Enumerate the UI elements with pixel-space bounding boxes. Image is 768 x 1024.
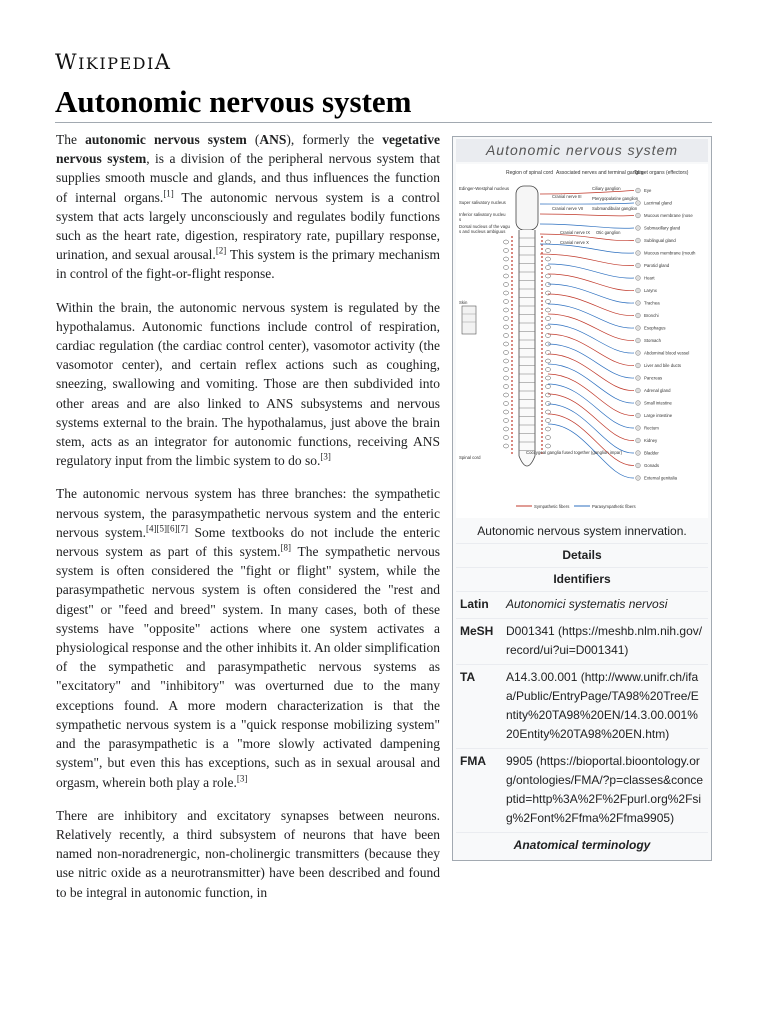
nerve-fiber: [540, 214, 634, 216]
spinal-cord: [512, 186, 542, 466]
organ-label: Mucous membrane (mouth: [644, 250, 696, 256]
organ-icon: [636, 401, 641, 406]
chain-ganglion-right: [545, 376, 550, 380]
chain-ganglion-right: [545, 359, 550, 363]
legend-sympathetic: Sympathetic fibers: [534, 504, 570, 509]
ta-label: TA: [460, 670, 476, 684]
organ-label: Bladder: [644, 450, 659, 456]
left-label-cont: s and nucleus ambiguus: [459, 229, 506, 234]
organ-label: Stomach: [644, 338, 661, 343]
infobox-row-latin: [456, 591, 708, 618]
logo-first-letter: W: [55, 50, 79, 74]
nerve-fiber: [540, 224, 634, 228]
nerve-fiber: [548, 284, 634, 303]
organ-label: Gonads: [644, 463, 660, 468]
chain-ganglion-left: [503, 359, 508, 363]
chain-ganglion-left: [503, 385, 508, 389]
organ-icon: [636, 201, 641, 206]
nerve-fiber: [540, 203, 634, 204]
organ-label: Bronchi: [644, 313, 659, 318]
reference-3[interactable]: [3]: [320, 451, 331, 462]
organ-label: External genitalia: [644, 475, 677, 481]
nerve-fiber: [548, 264, 634, 278]
page-title: Autonomic nervous system: [55, 84, 712, 123]
fma-label: FMA: [460, 754, 486, 768]
infobox-row-ta: [456, 664, 708, 748]
details-header: Details: [456, 543, 708, 567]
nerve-label: Otic ganglion: [596, 230, 621, 235]
nerve-fiber: [548, 314, 634, 341]
left-label-cont: s: [459, 217, 462, 222]
organ-icon: [636, 376, 641, 381]
chain-ganglion-right: [545, 393, 550, 397]
infobox-title: Autonomic nervous system: [456, 139, 708, 162]
nerve-fiber: [548, 274, 634, 291]
nerve-fiber: [548, 304, 634, 328]
organ-icon: [636, 338, 641, 343]
organ-icon: [636, 313, 641, 318]
infobox-row-mesh: [456, 618, 708, 664]
organ-icon: [636, 463, 641, 468]
organ-icon: [636, 476, 641, 481]
innervation-diagram-svg: [456, 164, 708, 518]
organ-label: Pancreas: [644, 375, 663, 381]
identifiers-header: Identifiers: [456, 567, 708, 591]
organ-label: Small intestine: [644, 400, 672, 406]
chain-ganglion-left: [503, 427, 508, 431]
organ-label: Adrenal gland: [644, 388, 671, 393]
chain-ganglion-right: [545, 385, 550, 389]
paragraph-4: There are inhibitory and excitatory synapses between neurons. Relatively recently, a third subsystem of neurons that have been named non-noradrenergic, non-cholinergic transmitters (because they use nitric oxide as a neurotransmitter) have been described and found to be integral in autonomic function, in: [56, 807, 440, 900]
chain-ganglion-left: [503, 291, 508, 295]
infobox-caption: Autonomic nervous system innervation.: [477, 524, 687, 538]
organ-icon: [636, 263, 641, 268]
chain-ganglion-right: [545, 410, 550, 414]
organ-label: Submaxillary gland: [644, 225, 681, 231]
chain-ganglion-right: [545, 283, 550, 287]
organ-label: Kidney: [644, 438, 658, 443]
chain-ganglion-left: [503, 402, 508, 406]
organ-label: Liver and bile ducts: [644, 363, 682, 368]
mesh-label: MeSH: [460, 624, 494, 638]
chain-ganglion-left: [503, 368, 508, 372]
nerve-fiber: [548, 344, 634, 378]
left-label: Spinal cord: [459, 455, 481, 460]
chain-ganglion-right: [545, 368, 550, 372]
col-region-label: Region of spinal cord: [506, 170, 553, 176]
organ-label: Abdominal blood vessel: [644, 350, 690, 356]
term-ans: autonomic nervous system: [85, 132, 247, 147]
col-targets-label: Target organs (effectors): [634, 170, 689, 176]
reference-1[interactable]: [1]: [163, 188, 174, 199]
nerve-fiber: [548, 324, 634, 353]
left-label: Edinger-Westphal nucleus: [459, 186, 510, 191]
anatomical-terminology-link[interactable]: Anatomical terminology: [456, 832, 708, 857]
chain-ganglion-left: [503, 266, 508, 270]
organ-label: Trachea: [644, 300, 660, 306]
reference-3b[interactable]: [3]: [236, 773, 248, 783]
nerve-label: Cranial nerve III: [552, 194, 582, 199]
chain-ganglion-right: [545, 419, 550, 423]
chain-ganglion-left: [503, 317, 508, 321]
coccygeal-label: Coccygeal ganglia fused together (ganglion impar): [526, 450, 623, 455]
left-label: Dorsal nucleus of the vagu: [459, 224, 510, 229]
reference-2[interactable]: [2]: [215, 245, 227, 256]
organ-label: Mucous membrane (nose: [644, 213, 693, 218]
term-vegetative: vegetative nervous system: [56, 132, 440, 167]
logo-last-letter: A: [154, 50, 172, 74]
organ-label: Lacrimal gland: [644, 200, 672, 206]
wikipedia-logo[interactable]: [55, 50, 171, 74]
organ-label: Parotid gland: [644, 263, 670, 268]
organ-icon: [636, 188, 641, 193]
nerve-label: Submandibular ganglion: [592, 206, 638, 211]
chain-ganglion-right: [545, 436, 550, 440]
diagram-legend: [516, 504, 636, 509]
chain-ganglion-right: [545, 274, 550, 278]
left-label: Skin: [459, 300, 468, 305]
nerve-label: Pterygopalatine ganglion: [592, 196, 639, 201]
organ-icon: [636, 251, 641, 256]
chain-ganglion-left: [503, 300, 508, 304]
nerve-fiber: [548, 334, 634, 366]
organ-icon: [636, 326, 641, 331]
infobox: [452, 136, 712, 861]
chain-ganglion-left: [503, 436, 508, 440]
organ-icon: [636, 363, 641, 368]
chain-ganglion-left: [503, 393, 508, 397]
references-4-7[interactable]: [4][5][6][7]: [146, 523, 189, 534]
mesh-link[interactable]: D001341 (https://meshb.nlm.nih.gov/record/ui?ui=D001341): [506, 624, 703, 657]
logo-middle-letters: IKIPEDI: [78, 54, 155, 73]
chain-ganglion-right: [545, 308, 550, 312]
latin-value: Autonomici systematis nervosi: [506, 597, 668, 611]
chain-ganglion-right: [545, 266, 550, 270]
chain-ganglion-right: [545, 257, 550, 261]
nerve-fiber: [548, 414, 634, 466]
chain-ganglion-right: [545, 402, 550, 406]
organ-label: Sublingual gland: [644, 238, 676, 243]
chain-ganglion-left: [503, 240, 508, 244]
chain-ganglion-left: [503, 444, 508, 448]
chain-ganglion-left: [503, 419, 508, 423]
organ-icon: [636, 226, 641, 231]
organ-label: Esophagus: [644, 325, 666, 331]
chain-ganglion-right: [545, 317, 550, 321]
chain-ganglion-left: [503, 410, 508, 414]
chain-ganglion-right: [545, 427, 550, 431]
left-label: Inferior salivatory nucleu: [459, 212, 506, 217]
chain-ganglion-left: [503, 376, 508, 380]
chain-ganglion-right: [545, 325, 550, 329]
col-nerves-label: Associated nerves and terminal ganglia: [556, 170, 644, 176]
paragraph-2: Within the brain, the autonomic nervous system is regulated by the hypothalamus. Autonomic functions include control of respiration, cardiac regulation (the cardiac control center), vasomotor activity (the vasomotor center), and certain reflex actions such as coughing, sneezing, swallowing and vomiting. Those are then subdivided into other areas and are also linked to ANS subsystems and nervous systems external to the brain. The hypothalamus, just above the brain stem, acts as an integrator for autonomic functions, receiving ANS regulatory input from the limbic system to do so.[3]: [56, 299, 440, 469]
nerve-label: Ciliary ganglion: [592, 186, 621, 191]
paragraph-1: The autonomic nervous system (ANS), formerly the vegetative nervous system, is a division of the peripheral nervous system that supplies smooth muscle and glands, and thus influences the function of internal organs.[1] The autonomic nervous system is a control system that acts largely unconsciously and regulates bodily functions such as the heart rate, digestion, respiratory rate, pupillary response, urination, and sexual arousal.[2] This system is the primary mechanism in control of the fight-or-flight response.: [56, 132, 440, 282]
nerve-label: Cranial nerve VII: [552, 206, 584, 211]
paragraph-3: The autonomic nervous system has three branches: the sympathetic nervous system, the parasympathetic nervous system and the enteric nervous system.[4][5][6][7] Some textbooks do not include the enteric nervous system as part of this system.[8] The sympathetic nervous system is often considered the "fight or flight" system, while the parasympathetic nervous system is often considered the "rest and digest" or "feed and breed" system. In many cases, both of these systems have "opposite" actions where one system activates a physiological response and the other inhibits it. An older simplification of the sympathetic and parasympathetic nervous systems as "excitatory" and "inhibitory" was overturned due to the many exceptions found. A more modern characterization is that the sympathetic nervous system is a "quick response mobilizing system" and the parasympathetic is a "more slowly activated dampening system", but even this has exceptions, such as in sexual arousal and orgasm, wherein both play a role.[3]: [56, 486, 441, 790]
organ-icon: [636, 276, 641, 281]
organ-icon: [636, 438, 641, 443]
organ-label: Rectum: [644, 425, 659, 431]
organ-icon: [636, 301, 641, 306]
legend-parasympathetic: Parasympathetic fibers: [592, 504, 636, 509]
chain-ganglion-right: [545, 240, 550, 244]
organ-label: Heart: [644, 275, 655, 281]
organ-icon: [636, 451, 641, 456]
chain-ganglion-right: [545, 249, 550, 253]
organ-icon: [636, 288, 641, 293]
chain-ganglion-left: [503, 351, 508, 355]
chain-ganglion-left: [503, 249, 508, 253]
nerve-label: Cranial nerve X: [560, 240, 589, 245]
chain-ganglion-left: [503, 342, 508, 346]
nerve-fiber: [540, 244, 634, 253]
organ-label: Large intestine: [644, 413, 673, 418]
skin-detail: [462, 306, 476, 334]
reference-8[interactable]: [8]: [280, 542, 292, 553]
chain-ganglion-left: [503, 308, 508, 312]
ta-link[interactable]: A14.3.00.001 (http://www.unifr.ch/ifaa/Public/EntryPage/TA98%20Tree/Entity%20TA98%20EN/14.3.00.001%20Entity%20TA98%20EN.htm): [506, 670, 699, 741]
organ-icon: [636, 426, 641, 431]
organ-label: Eye: [644, 188, 652, 193]
term-ans-abbr: ANS: [259, 132, 287, 147]
chain-ganglion-left: [503, 257, 508, 261]
chain-ganglion-right: [545, 444, 550, 448]
left-label: Super salivatory nucleus: [459, 200, 506, 205]
organ-label: Larynx: [644, 288, 657, 293]
infobox-row-fma: [456, 748, 708, 832]
article-content: [56, 130, 712, 916]
chain-ganglion-left: [503, 274, 508, 278]
nerve-fiber: [548, 404, 634, 453]
fma-link[interactable]: 9905 (https://bioportal.bioontology.org/ontologies/FMA/?p=classes&conceptid=http%3A%2F%2Fpurl.org%2Fsig%2Font%2Ffma%2Ffma9905): [506, 754, 704, 825]
chain-ganglion-right: [545, 300, 550, 304]
chain-ganglion-left: [503, 334, 508, 338]
chain-ganglion-left: [503, 325, 508, 329]
organ-icon: [636, 238, 641, 243]
organ-icon: [636, 388, 641, 393]
organ-icon: [636, 213, 641, 218]
organ-icon: [636, 413, 641, 418]
nerve-label: Cranial nerve IX: [560, 230, 591, 235]
organ-icon: [636, 351, 641, 356]
latin-label: Latin: [460, 597, 489, 611]
innervation-diagram[interactable]: [456, 164, 708, 518]
nerve-fiber: [548, 374, 634, 416]
chain-ganglion-left: [503, 283, 508, 287]
chain-ganglion-right: [545, 291, 550, 295]
